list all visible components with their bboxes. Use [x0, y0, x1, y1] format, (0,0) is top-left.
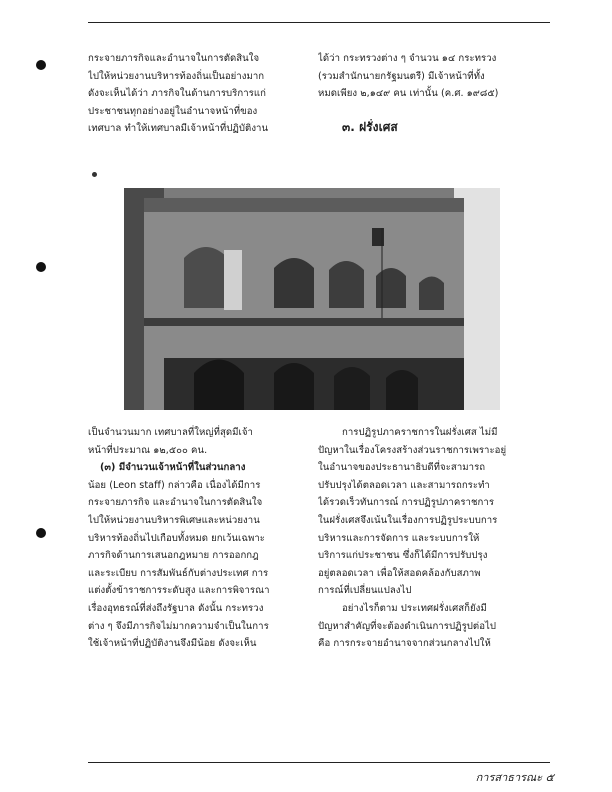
punch-hole [36, 528, 46, 538]
punch-hole [36, 262, 46, 272]
text-line: น้อย (Leon staff) กล่าวคือ เนื่องได้มีการ [88, 479, 261, 491]
text-line: ไปให้หน่วยงานบริหารพิเศษและหน่วยงาน [88, 514, 260, 526]
text-line: คือ การกระจายอำนาจจากส่วนกลางไปให้ [318, 638, 491, 650]
text-line: ประชาชนทุกอย่างอยู่ในอำนาจหน้าที่ของ [88, 105, 258, 117]
text-line: ปรับปรุงได้ตลอดเวลา และสามารถกระทำ [318, 479, 490, 491]
text-line: และระเบียบ การสัมพันธ์กับต่างประเทศ การ [88, 567, 269, 579]
text-line: ในฝรั่งเศสจึงเน้นในเรื่องการปฏิรูประบบการ [318, 514, 498, 526]
text-line: ใช้เจ้าหน้าที่ปฏิบัติงานจึงมีน้อย ดังจะเห็น [88, 638, 257, 650]
text-line: บริหารและการจัดการ และระบบการให้ [318, 532, 480, 544]
text-line: บริหารท้องถิ่นไปเกือบทั้งหมด ยกเว้นเฉพาะ [88, 532, 265, 544]
text-line: เทศบาล ทำให้เทศบาลมีเจ้าหน้าที่ปฏิบัติงาน [88, 123, 269, 135]
margin-mark [92, 172, 97, 177]
text-line: (๓) มีจำนวนเจ้าหน้าที่ในส่วนกลาง [100, 462, 246, 474]
text-line: กระจายภารกิจ และอำนาจในการตัดสินใจ [88, 497, 263, 509]
text-line: (รวมสำนักนายกรัฐมนตรี) มีเจ้าหน้าที่ทั้ง [318, 70, 485, 82]
page-footer: การสาธารณะ ๕ [475, 771, 554, 784]
building-photo [124, 188, 500, 410]
text-line: ได้ว่า กระทรวงต่าง ๆ จำนวน ๑๔ กระทรวง [318, 53, 497, 64]
text-line: เรื่องอุทธรณ์ที่ส่งถึงรัฐบาล ดังนั้น กระทรวง [88, 602, 264, 614]
text-line: การปฏิรูปภาคราชการในฝรั่งเศส ไม่มี [342, 427, 498, 438]
text-line: อยู่ตลอดเวลา เพื่อให้สอดคล้องกับสภาพ [318, 567, 481, 579]
text-line: กระจายภารกิจและอำนาจในการตัดสินใจ [88, 53, 260, 64]
right-column-top [318, 50, 550, 136]
section-heading-france: ๓. ฝรั่งเศส [342, 119, 398, 134]
text-line: ได้รวดเร็วทันการณ์ การปฏิรูปภาคราชการ [318, 497, 495, 509]
text-line: การณ์ที่เปลี่ยนแปลงไป [318, 585, 412, 597]
text-line: ไปให้หน่วยงานบริหารท้องถิ่นเป็นอย่างมาก [88, 70, 265, 82]
text-line: ปัญหาสำคัญที่จะต้องดำเนินการปฏิรูปต่อไป [318, 620, 497, 632]
text-line: หมดเพียง ๒,๑๔๙ คน เท่านั้น (ค.ศ. ๑๙๘๕) [318, 88, 499, 100]
left-column-top [88, 50, 308, 138]
text-line: ในอำนาจของประธานาธิบดีที่จะสามารถ [318, 462, 486, 474]
text-line: เป็นจำนวนมาก เทศบาลที่ใหญ่ที่สุดมีเจ้า [88, 427, 253, 438]
text-line: บริการแก่ประชาชน ซึ่งก็ได้มีการปรับปรุง [318, 550, 488, 562]
text-line: ดังจะเห็นได้ว่า ภารกิจในด้านการบริการแก่ [88, 88, 266, 100]
text-line: หน้าที่ประมาณ ๑๒,๕๐๐ คน. [88, 444, 208, 456]
text-line: แต่งตั้งข้าราชการระดับสูง และการพิจารณา [88, 585, 270, 597]
top-rule [88, 22, 550, 23]
text-line: ต่าง ๆ จึงมีภารกิจไม่มากความจำเป็นในการ [88, 620, 269, 632]
text-line: อย่างไรก็ตาม ประเทศฝรั่งเศสก็ยังมี [342, 602, 487, 614]
right-column-bottom [318, 424, 550, 653]
bottom-rule [88, 762, 550, 763]
text-line: ภารกิจด้านการเสนอกฎหมาย การออกกฎ [88, 550, 259, 562]
text-line: ปัญหาในเรื่องโครงสร้างส่วนราชการเพราะอยู่ [318, 444, 507, 456]
left-column-bottom [88, 424, 308, 653]
punch-hole [36, 60, 46, 70]
